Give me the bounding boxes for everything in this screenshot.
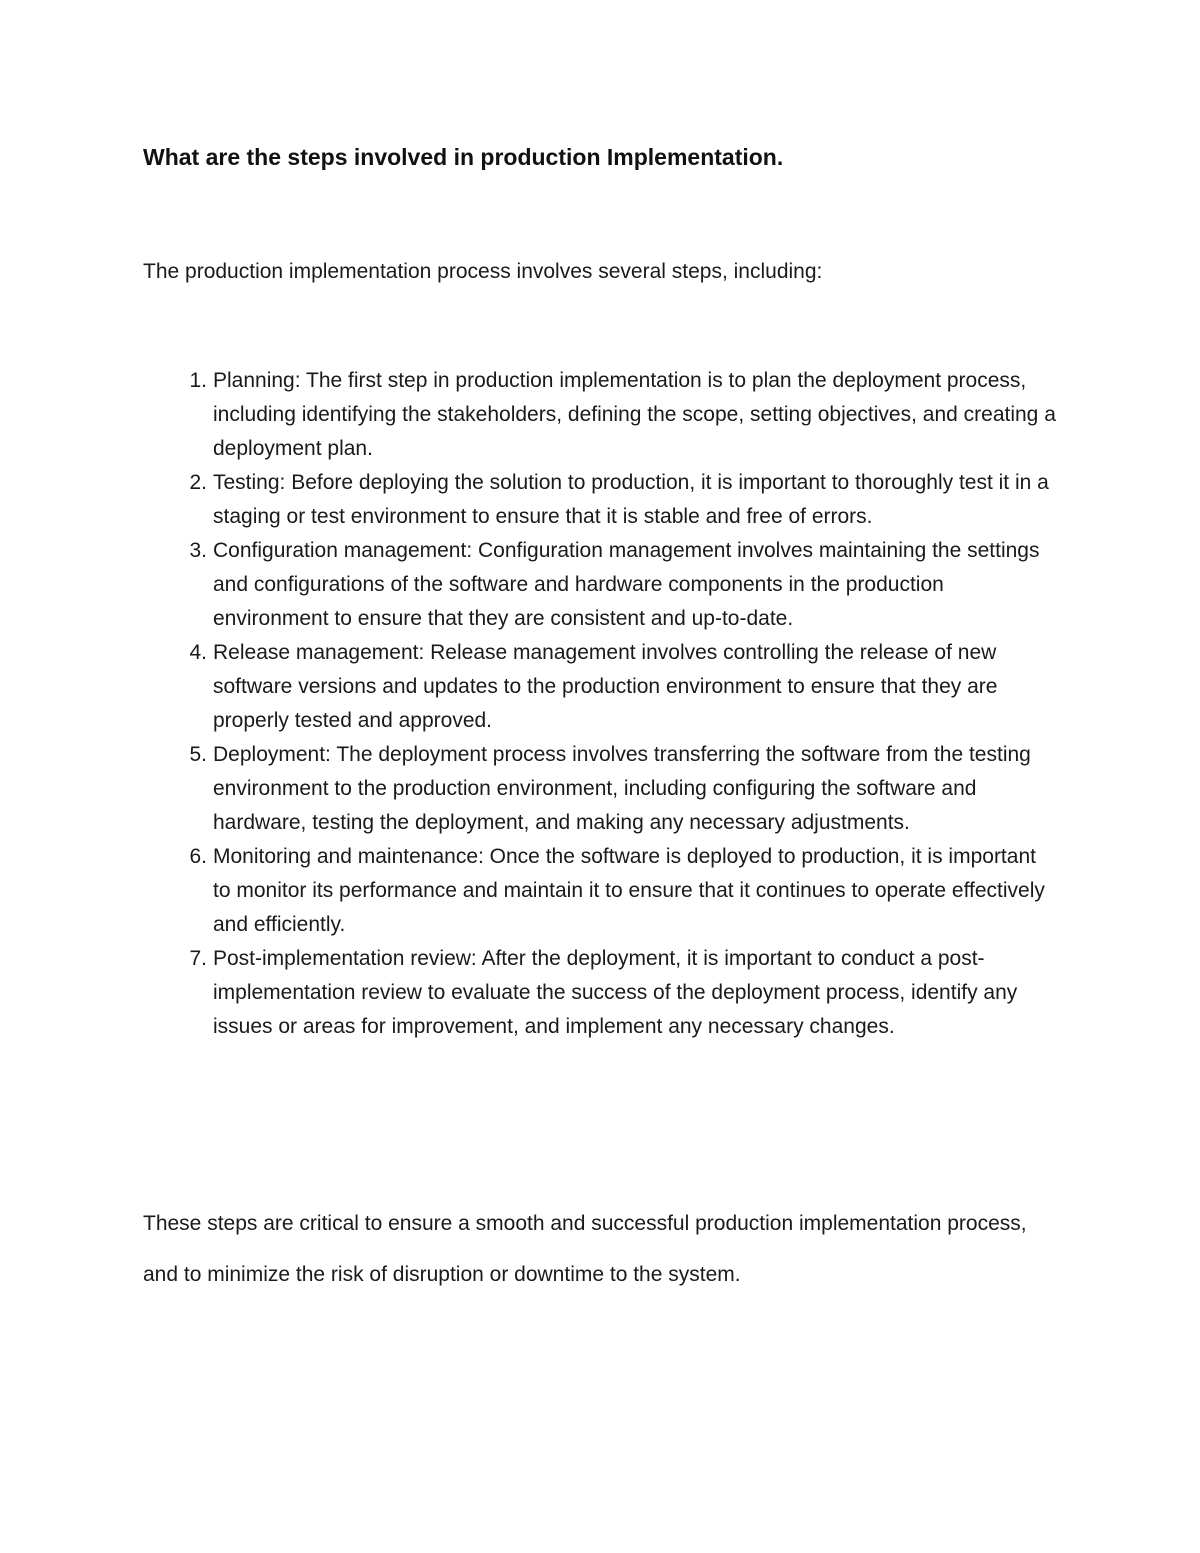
step-number: 3. [189,539,207,562]
step-item [143,942,1058,1044]
step-text: Post-implementation review: After the deployment, it is important to conduct a post-implementation review to evaluate the success of the deployment process, identify any issues or areas for improvement, and implement any necessary changes. [213,947,1018,1038]
step-number: 5. [189,743,207,766]
conclusion-paragraph: These steps are critical to ensure a smooth and successful production implementation process, and to minimize the risk of disruption or downtime to the system. [143,1212,1027,1286]
step-text: Configuration management: Configuration management involves maintaining the settings and configurations of the software and hardware components in the production environment to ensure that they are consistent and up-to-date. [213,539,1040,630]
step-number: 6. [189,845,207,868]
step-item [143,364,1058,466]
step-item [143,466,1058,534]
document-title: What are the steps involved in production Implementation. [143,144,784,170]
step-number: 4. [189,641,207,664]
step-text: Monitoring and maintenance: Once the software is deployed to production, it is important to monitor its performance and maintain it to ensure that it continues to operate effectively and efficiently. [213,845,1045,936]
step-text: Testing: Before deploying the solution to production, it is important to thoroughly test it in a staging or test environment to ensure that it is stable and free of errors. [213,471,1049,528]
step-item [143,738,1058,840]
step-text: Deployment: The deployment process involves transferring the software from the testing environment to the production environment, including configuring the software and hardware, testing the deployment, and making any necessary adjustments. [213,743,1031,834]
step-item [143,840,1058,942]
step-item [143,636,1058,738]
step-number: 2. [189,471,207,494]
steps-list [143,364,1058,1044]
step-item [143,534,1058,636]
step-text: Planning: The first step in production implementation is to plan the deployment process, including identifying the stakeholders, defining the scope, setting objectives, and creating a deployment plan. [213,369,1056,460]
step-text: Release management: Release management involves controlling the release of new software versions and updates to the production environment to ensure that they are properly tested and approved. [213,641,998,732]
intro-paragraph: The production implementation process involves several steps, including: [143,260,823,283]
step-number: 1. [189,369,207,392]
step-number: 7. [189,947,207,970]
